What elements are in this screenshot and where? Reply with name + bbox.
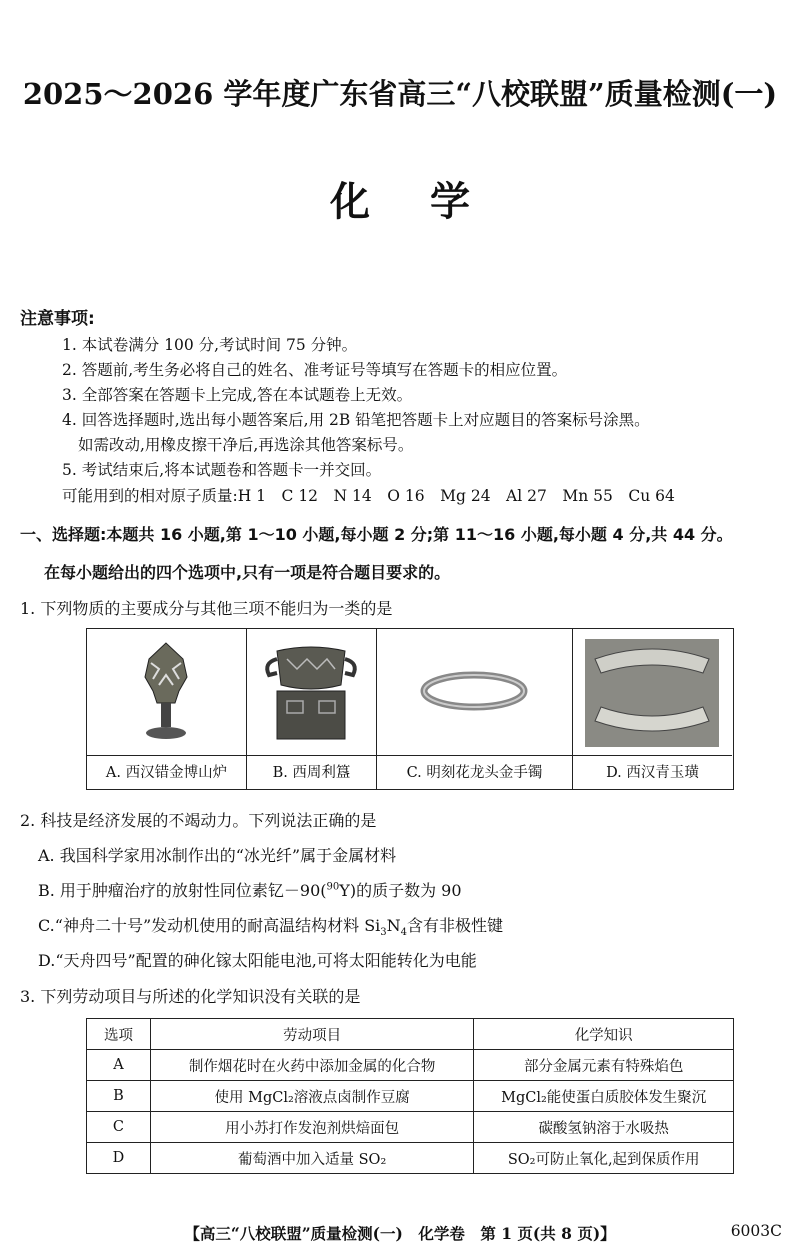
option-b-label: B. 西周利簋 bbox=[247, 755, 376, 790]
table-row bbox=[87, 1050, 734, 1081]
bracelet-image bbox=[377, 629, 572, 755]
table-row bbox=[87, 1143, 734, 1174]
gui-vessel-image bbox=[247, 629, 376, 755]
question-3-table bbox=[86, 1018, 734, 1174]
question-1-image-table bbox=[86, 628, 734, 790]
paper-code: 6003C bbox=[730, 1222, 782, 1240]
question-2-option-a: A. 我国科学家用冰制作出的“冰光纤”属于金属材料 bbox=[38, 846, 397, 865]
table-row bbox=[87, 1112, 734, 1143]
option-a-label: A. 西汉错金博山炉 bbox=[87, 755, 246, 790]
incense-burner-image bbox=[87, 629, 246, 755]
table-header: 选项 bbox=[87, 1019, 151, 1050]
option-c-label: C. 明刻花龙头金手镯 bbox=[377, 755, 572, 790]
notice-item: 如需改动,用橡皮擦干净后,再选涂其他答案标号。 bbox=[78, 436, 414, 454]
notice-item: 4. 回答选择题时,选出每小题答案后,用 2B 铅笔把答题卡上对应题目的答案标号涂黑。 bbox=[62, 411, 650, 429]
question-1-stem: 1. 下列物质的主要成分与其他三项不能归为一类的是 bbox=[20, 599, 393, 618]
table-cell: 用小苏打作发泡剂烘焙面包 bbox=[150, 1112, 473, 1143]
table-cell: SO₂可防止氧化,起到保质作用 bbox=[474, 1143, 734, 1174]
table-cell: C bbox=[87, 1112, 151, 1143]
option-a-cell bbox=[87, 629, 247, 789]
notice-item: 2. 答题前,考生务必将自己的姓名、准考证号等填写在答题卡的相应位置。 bbox=[62, 361, 568, 379]
notice-item: 1. 本试卷满分 100 分,考试时间 75 分钟。 bbox=[62, 336, 358, 354]
table-cell: 制作烟花时在火药中添加金属的化合物 bbox=[150, 1050, 473, 1081]
table-cell: D bbox=[87, 1143, 151, 1174]
question-2-option-b: B. 用于肿瘤治疗的放射性同位素钇－90($^{90}$Y)的质子数为 90 bbox=[38, 881, 462, 900]
table-cell: 碳酸氢钠溶于水吸热 bbox=[474, 1112, 734, 1143]
table-cell: 葡萄酒中加入适量 SO₂ bbox=[150, 1143, 473, 1174]
page-footer: 【高三“八校联盟”质量检测(一) 化学卷 第 1 页(共 8 页)】 bbox=[184, 1224, 616, 1243]
option-d-label: D. 西汉青玉璜 bbox=[573, 755, 732, 790]
option-d-cell bbox=[573, 629, 732, 789]
table-row bbox=[87, 1081, 734, 1112]
table-header-row bbox=[87, 1019, 734, 1050]
table-header: 劳动项目 bbox=[150, 1019, 473, 1050]
notice-heading: 注意事项: bbox=[20, 309, 95, 329]
option-b-cell bbox=[247, 629, 377, 789]
question-2-stem: 2. 科技是经济发展的不竭动力。下列说法正确的是 bbox=[20, 811, 377, 830]
table-cell: 使用 MgCl₂溶液点卤制作豆腐 bbox=[150, 1081, 473, 1112]
subject-title: 化学 bbox=[330, 178, 530, 225]
option-c-cell bbox=[377, 629, 573, 789]
exam-title: 2025～2026 学年度广东省高三“八校联盟”质量检测(一) bbox=[22, 77, 778, 111]
question-2-option-d: D.“天舟四号”配置的砷化镓太阳能电池,可将太阳能转化为电能 bbox=[38, 951, 477, 970]
notice-item: 3. 全部答案在答题卡上完成,答在本试题卷上无效。 bbox=[62, 386, 413, 404]
question-3-stem: 3. 下列劳动项目与所述的化学知识没有关联的是 bbox=[20, 987, 361, 1006]
section-instruction: 在每小题给出的四个选项中,只有一项是符合题目要求的。 bbox=[44, 563, 451, 582]
table-cell: 部分金属元素有特殊焰色 bbox=[474, 1050, 734, 1081]
jade-huang-image bbox=[573, 629, 732, 755]
table-header: 化学知识 bbox=[474, 1019, 734, 1050]
section-heading: 一、选择题:本题共 16 小题,第 1～10 小题,每小题 2 分;第 11～16 小题,每小题 4 分,共 44 分。 bbox=[20, 525, 733, 544]
table-cell: A bbox=[87, 1050, 151, 1081]
table-cell: B bbox=[87, 1081, 151, 1112]
table-cell: MgCl₂能使蛋白质胶体发生聚沉 bbox=[474, 1081, 734, 1112]
atomic-masses: 可能用到的相对原子质量:H 1 C 12 N 14 O 16 Mg 24 Al 27 Mn 55 Cu 64 bbox=[62, 487, 675, 505]
notice-item: 5. 考试结束后,将本试题卷和答题卡一并交回。 bbox=[62, 461, 382, 479]
question-2-option-c: C.“神舟二十号”发动机使用的耐高温结构材料 $Si_3N_4$含有非极性键 bbox=[38, 916, 504, 939]
